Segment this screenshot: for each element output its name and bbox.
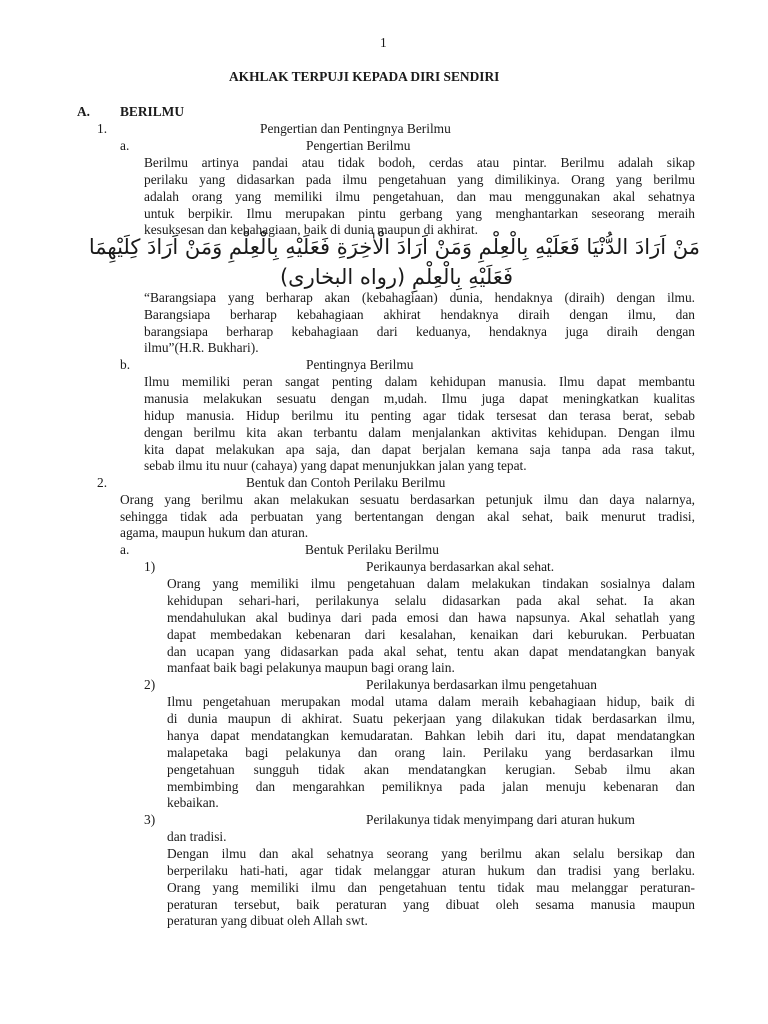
page-title: AKHLAK TERPUJI KEPADA DIRI SENDIRI <box>229 69 500 84</box>
point-3-line-4: peraturan tersebut, baik peraturan yang dibuat oleh sesama manusia maupun <box>167 897 695 912</box>
item-1-heading: Pengertian dan Pentingnya Berilmu <box>260 121 451 136</box>
point-2-line-3: hanya dapat mendatangkan kemudaratan. Bahkan lebih dari itu, dapat mendatangkan <box>167 728 695 743</box>
point-2-line-4: malapetaka bagi pelakunya dan orang lain. Perilaku yang berdasarkan ilmu <box>167 745 695 760</box>
hadith-arabic-line-1: مَنْ اَرَادَ الدُّنْيَا فَعَلَيْهِ بِالْعِلْمِ وَمَنْ اَرَادَ الْاٰخِرَةِ فَعَلَيْهِ بِالْعِلْمِ وَمَنْ اَرَادَ كِلَيْهِمَا <box>88 235 700 259</box>
hadith-translation-line-2: Barangsiapa berharap kebahagiaan akhirat hendaknya diraih dengan ilmu, dan <box>144 307 695 322</box>
item-2-line-1: Orang yang berilmu akan melakukan sesuatu berdasarkan petunjuk ilmu dan daya nalarnya, <box>120 492 695 507</box>
item-1a-letter: a. <box>120 138 130 153</box>
item-1b-heading: Pentingnya Berilmu <box>306 357 414 372</box>
page-number: 1 <box>380 35 387 50</box>
item-1a-line-4: untuk berpikir. Ilmu merupakan pintu gerbang yang menghantarkan seseorang meraih <box>144 206 695 221</box>
point-2-heading: Perilakunya berdasarkan ilmu pengetahuan <box>366 677 597 692</box>
point-1-line-5: dan ucapan yang didasarkan pada akal sehat, tentu akan dapat mendatangkan banyak <box>167 644 695 659</box>
point-1-number: 1) <box>144 559 156 574</box>
point-2-line-2: di dunia maupun di akhirat. Suatu pekerjaan yang dilakukan tidak berdasarkan ilmu, <box>167 711 695 726</box>
item-1a-line-2: perilaku yang didasarkan pada ilmu pengetahuan yang dimilikinya. Orang yang berilmu <box>144 172 695 187</box>
hadith-translation-line-3: barangsiapa berharap kebahagiaan dari keduanya, hendaknya juga diraih dengan <box>144 324 695 339</box>
point-1-heading: Perikaunya berdasarkan akal sehat. <box>366 559 555 574</box>
hadith-translation-line-1: “Barangsiapa yang berharap akan (kebahagiaan) dunia, hendaknya (diraih) dengan ilmu. <box>144 290 695 305</box>
point-2-line-7: kebaikan. <box>167 795 219 810</box>
hadith-arabic-line-2: فَعَلَيْهِ بِالْعِلْمِ (رواه البخارى) <box>279 265 513 289</box>
section-heading: BERILMU <box>120 104 184 119</box>
item-2-line-3: agama, maupun hukum dan aturan. <box>120 525 309 540</box>
item-2-heading: Bentuk dan Contoh Perilaku Berilmu <box>246 475 446 490</box>
point-2-line-6: membimbing dan mengarahkan pemiliknya pada jalan menuju kebenaran dan <box>167 779 695 794</box>
point-3-line-3: Orang yang memiliki ilmu dan pengetahuan tentu tidak mau melanggar peraturan- <box>167 880 695 895</box>
point-2-number: 2) <box>144 677 156 692</box>
point-3-line-1: Dengan ilmu dan akal sehatnya seorang yang berilmu akan selalu bersikap dan <box>167 846 695 861</box>
point-3-line-5: peraturan yang dibuat oleh Allah swt. <box>167 913 368 928</box>
point-1-line-4: dapat membedakan kebenaran dari kesalahan, kenaikan dari keburukan. Perbuatan <box>167 627 695 642</box>
point-3-heading-cont: dan tradisi. <box>167 829 227 844</box>
item-2-line-2: sehingga tidak ada perbuatan yang bertentangan dengan akal sehat, baik menurut tradisi, <box>120 509 695 524</box>
point-3-heading: Perilakunya tidak menyimpang dari aturan hukum <box>366 812 635 827</box>
item-1a-heading: Pengertian Berilmu <box>306 138 411 153</box>
point-1-line-1: Orang yang memiliki ilmu pengetahuan dalam melakukan tindakan sosialnya dalam <box>167 576 695 591</box>
item-1a-line-5: kesuksesan dan kebahagiaan, baik di dunia maupun di akhirat. <box>144 222 478 237</box>
item-1a-line-1: Berilmu artinya pandai atau tidak bodoh, cerdas atau pintar. Berilmu adalah sikap <box>144 155 695 170</box>
item-1b-line-5: kita dapat melakukan apa saja, dan dapat berjalan kemana saja tanpa ada rasa takut, <box>144 442 695 457</box>
item-2a-heading: Bentuk Perilaku Berilmu <box>305 542 439 557</box>
item-1b-letter: b. <box>120 357 131 372</box>
item-1b-line-6: sebab ilmu itu nuur (cahaya) yang dapat menunjukkan jalan yang tepat. <box>144 458 527 473</box>
item-2-number: 2. <box>97 475 108 490</box>
point-2-line-5: pengetahuan sungguh tidak akan mendatangkan kerugian. Sebab ilmu akan <box>167 762 695 777</box>
point-1-line-6: manfaat baik bagi pelakunya maupun bagi orang lain. <box>167 660 455 675</box>
item-2a-letter: a. <box>120 542 130 557</box>
item-1b-line-2: manusia melakukan sesuatu dengan m,udah. Ilmu juga dapat meningkatkan kualitas <box>144 391 695 406</box>
item-1a-line-3: adalah orang yang memiliki ilmu pengetahuan, dan mau menggunakan akal sehatnya <box>144 189 695 204</box>
point-3-number: 3) <box>144 812 156 827</box>
point-1-line-3: mendahulukan akal budinya dari pada emosi dan hawa napsunya. Akal sehatlah yang <box>167 610 695 625</box>
section-label: A. <box>77 104 91 119</box>
item-1b-line-3: hidup manusia. Hidup berilmu itu penting agar tidak tersesat dan terasa berat, sebab <box>144 408 695 423</box>
point-3-line-2: berperilaku hati-hati, agar tidak melanggar aturan hukum dan tradisi yang berlaku. <box>167 863 695 878</box>
point-1-line-2: kehidupan sehari-hari, perilakunya selalu didasarkan pada akal sehat. Ia akan <box>167 593 695 608</box>
item-1b-line-4: dengan berilmu kita akan terbantu dalam menjalankan aktivitas kehidupan. Dengan ilmu <box>144 425 695 440</box>
point-2-line-1: Ilmu pengetahuan merupakan modal utama dalam meraih kebahagiaan hidup, baik di <box>167 694 695 709</box>
item-1-number: 1. <box>97 121 108 136</box>
hadith-translation-line-4: ilmu”(H.R. Bukhari). <box>144 340 259 355</box>
item-1b-line-1: Ilmu memiliki peran sangat penting dalam kehidupan manusia. Ilmu dapat membantu <box>144 374 695 389</box>
